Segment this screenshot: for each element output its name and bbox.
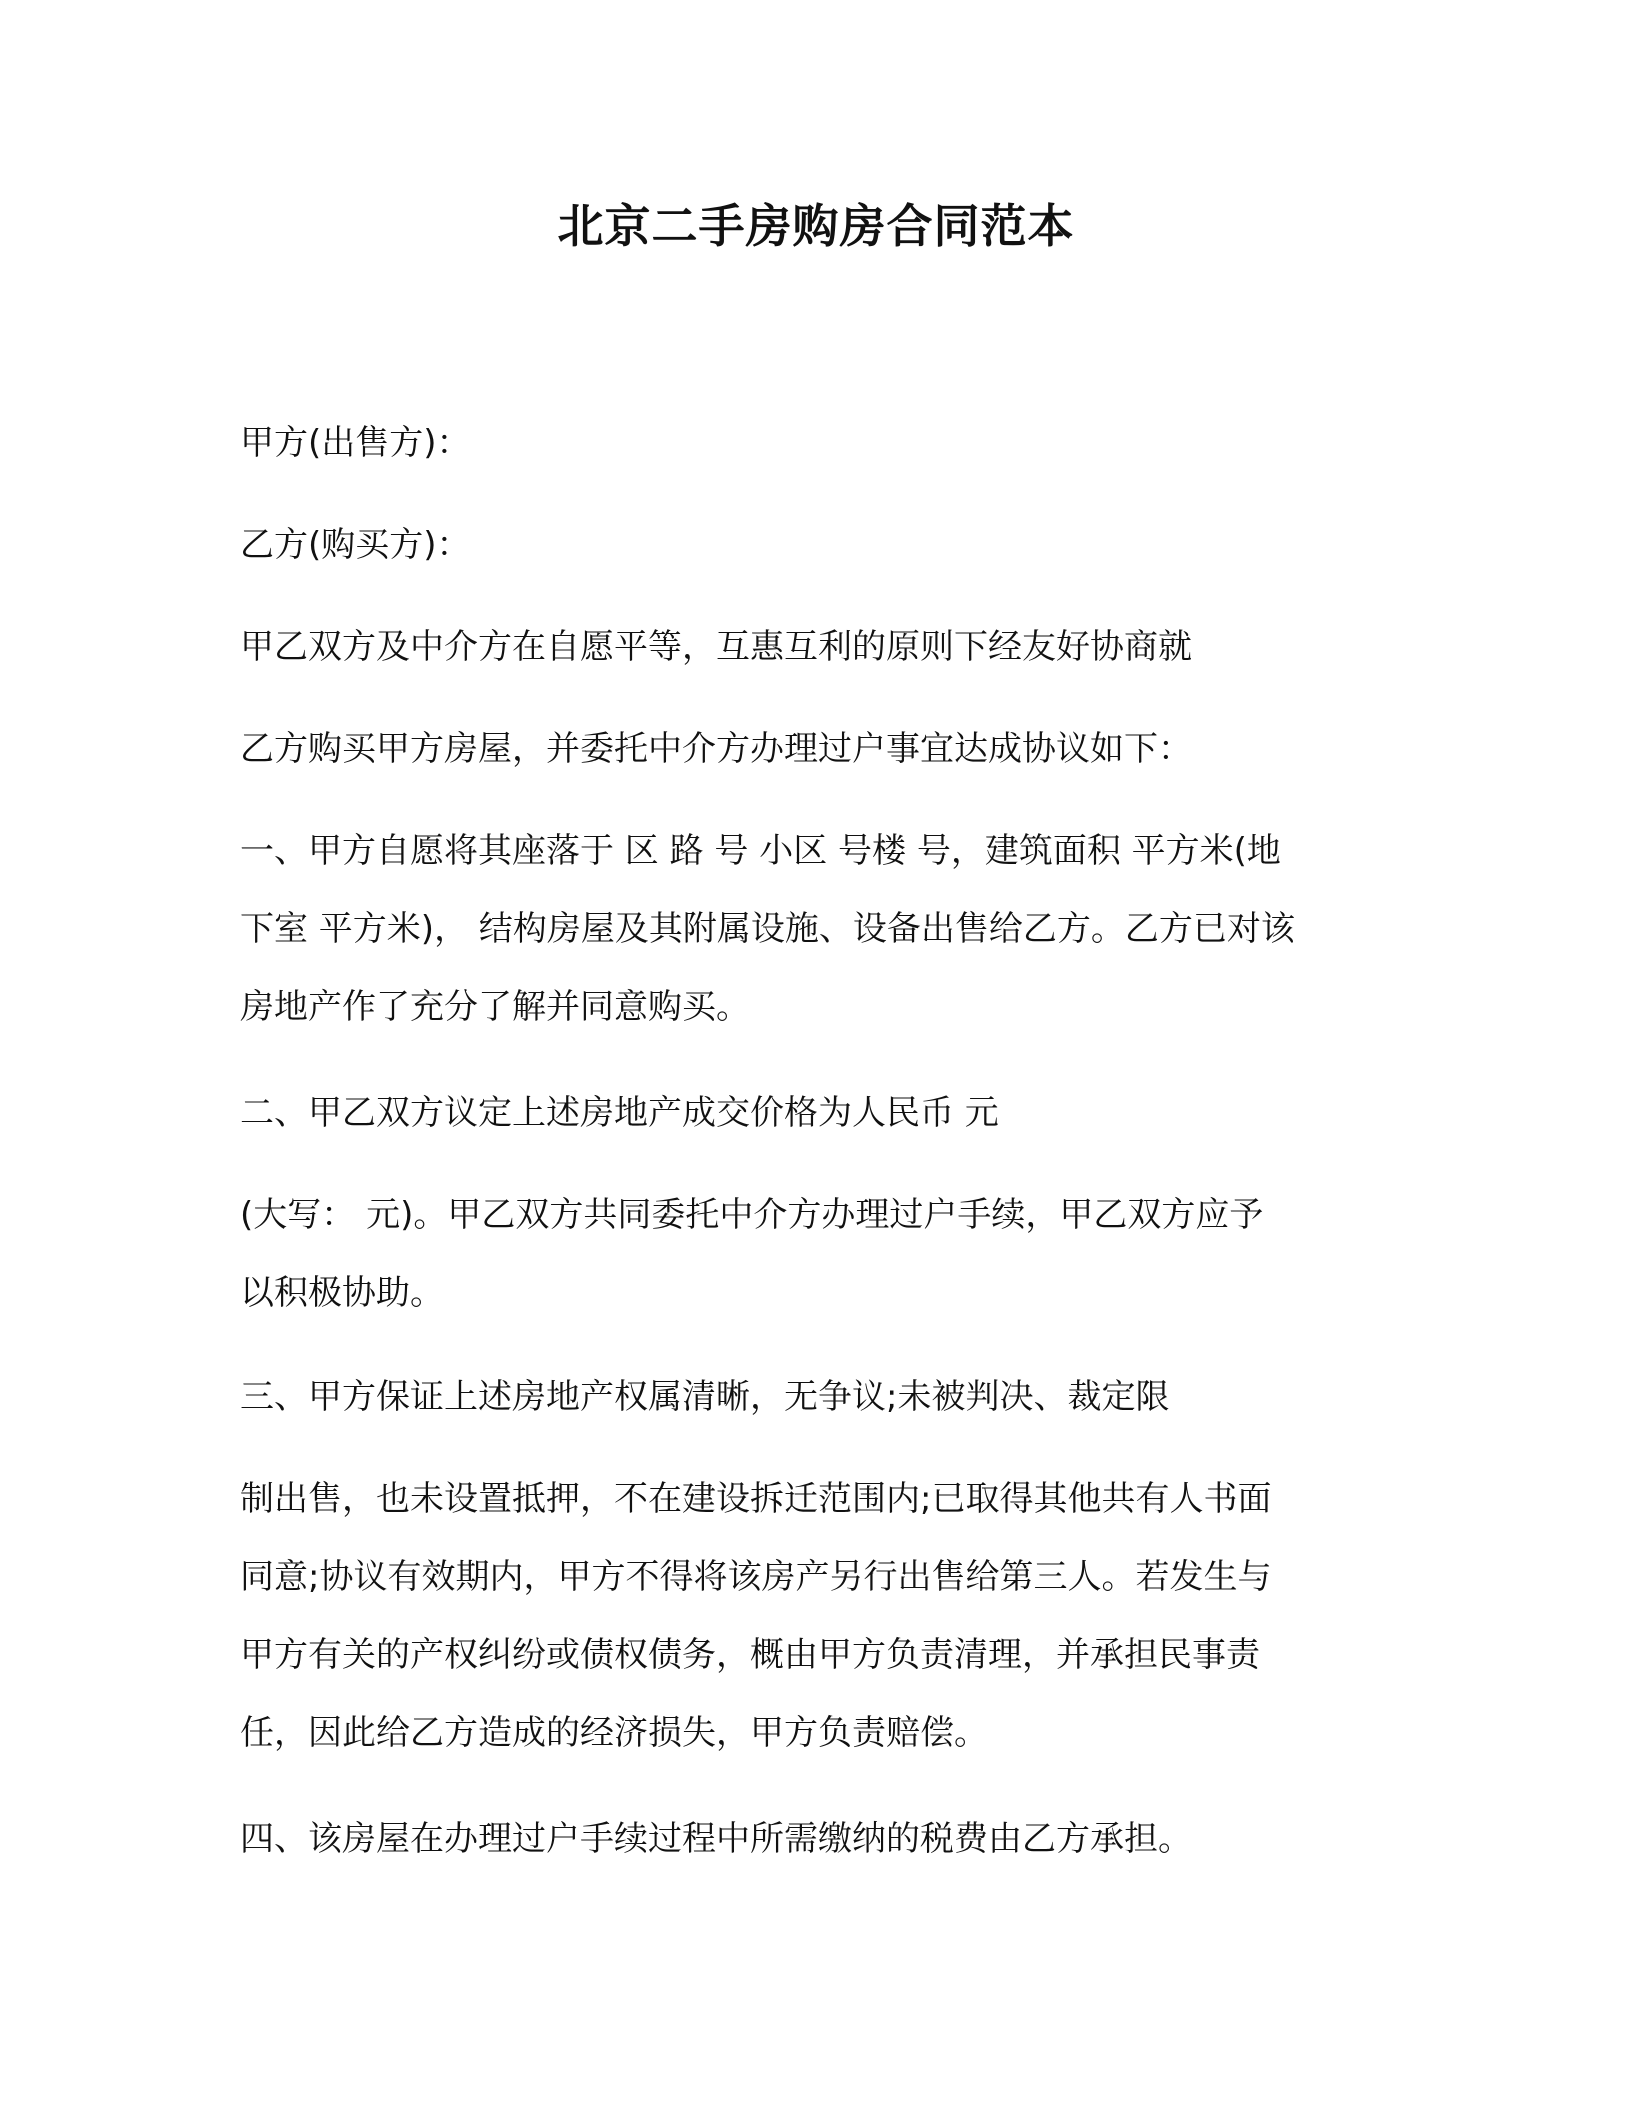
clause-1 [240, 812, 1410, 1046]
clause-3-line: 任，因此给乙方造成的经济损失，甲方负责赔偿。 [240, 1713, 988, 1753]
clause-2-line: 二、甲乙双方议定上述房地产成交价格为人民币 元 [240, 1093, 999, 1133]
clause-2-line: 以积极协助。 [240, 1273, 444, 1313]
clause-1-line: 房地产作了充分了解并同意购买。 [240, 987, 750, 1027]
intro-line-1 [240, 608, 1410, 686]
clause-3-line: 甲方有关的产权纠纷或债权债务，概由甲方负责清理，并承担民事责 [240, 1635, 1260, 1675]
party-a-label: 甲方(出售方)： [240, 423, 471, 463]
clause-2-body [240, 1176, 1410, 1332]
party-b-label: 乙方(购买方)： [240, 525, 471, 565]
party-a-line [240, 404, 1410, 482]
clause-3-body [240, 1460, 1410, 1772]
intro-line-2 [240, 710, 1410, 788]
clause-4 [240, 1800, 1410, 1878]
clause-1-line: 下室 平方米)， 结构房屋及其附属设施、设备出售给乙方。乙方已对该 [240, 909, 1295, 949]
clause-3-line: 制出售，也未设置抵押，不在建设拆迁范围内;已取得其他共有人书面 [240, 1479, 1272, 1519]
intro-text-1: 甲乙双方及中介方在自愿平等，互惠互利的原则下经友好协商就 [240, 627, 1192, 667]
party-b-line [240, 506, 1410, 584]
clause-1-line: 一、甲方自愿将其座落于 区 路 号 小区 号楼 号，建筑面积 平方米(地 [240, 831, 1281, 871]
clause-2-line: (大写： 元)。甲乙双方共同委托中介方办理过户手续，甲乙双方应予 [240, 1195, 1264, 1235]
clause-2-heading [240, 1074, 1410, 1152]
clause-4-line: 四、该房屋在办理过户手续过程中所需缴纳的税费由乙方承担。 [240, 1819, 1192, 1859]
intro-text-2: 乙方购买甲方房屋，并委托中介方办理过户事宜达成协议如下： [240, 729, 1192, 769]
document-title: 北京二手房购房合同范本 [557, 199, 1075, 253]
clause-3-heading [240, 1358, 1410, 1436]
clause-3-line: 三、甲方保证上述房地产权属清晰，无争议;未被判决、裁定限 [240, 1377, 1170, 1417]
clause-3-line: 同意;协议有效期内，甲方不得将该房产另行出售给第三人。若发生与 [240, 1557, 1272, 1597]
